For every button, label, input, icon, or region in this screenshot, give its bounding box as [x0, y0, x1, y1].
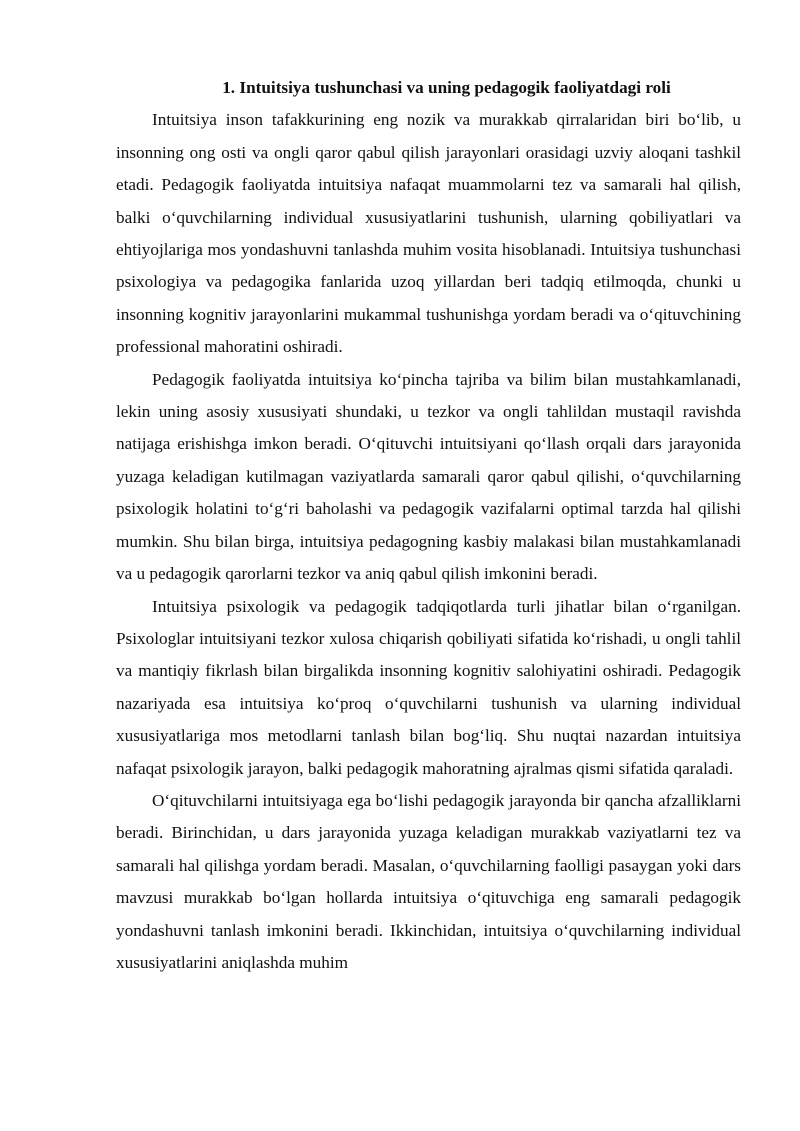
paragraph-1: Intuitsiya inson tafakkurining eng nozik va murakkab qirralaridan biri bo‘lib, u insonning ong osti va ongli qaror qabul qilish jarayonlari orasidagi uzviy aloqani tashkil etadi. Pedagogik faoliyatda intuitsiya nafaqat muammolarni tez va samarali hal qilish, balki o‘quvchilarning individual xususiyatlarini tushunish, ularning qobiliyatlari va ehtiyojlariga mos yondashuvni tanlashda muhim vosita hisoblanadi. Intuitsiya tushunchasi psixologiya va pedagogika fanlarida uzoq yillardan beri tadqiq etilmoqda, chunki u insonning kognitiv jarayonlarini mukammal tushunishga yordam beradi va o‘qituvchining professional mahoratini oshiradi.	[116, 110, 741, 357]
paragraph-2: Pedagogik faoliyatda intuitsiya ko‘pincha tajriba va bilim bilan mustahkamlanadi, lekin uning asosiy xususiyati shundaki, u tezkor va ongli tahlildan mustaqil ravishda natijaga erishishga imkon beradi. O‘qituvchi intuitsiyani qo‘llash orqali dars jarayonida yuzaga keladigan kutilmagan vaziyatlarda samarali qaror qabul qilishi, o‘quvchilarning psixologik holatini to‘g‘ri baholashi va pedagogik vazifalarni optimal tarzda hal qilishi mumkin. Shu bilan birga, intuitsiya pedagogning kasbiy malakasi bilan mustahkamlanadi va u pedagogik qarorlarni tezkor va aniq qabul qilish imkonini beradi.	[116, 369, 741, 584]
section-title: 1. Intuitsiya tushunchasi va uning pedagogik faoliyatdagi roli	[222, 78, 671, 97]
paragraph-3: Intuitsiya psixologik va pedagogik tadqiqotlarda turli jihatlar bilan o‘rganilgan. Psixologlar intuitsiyani tezkor xulosa chiqarish qobiliyati sifatida ko‘rishadi, u ongli tahlil va mantiqiy fikrlash bilan birgalikda insonning kognitiv salohiyatini oshiradi. Pedagogik nazariyada esa intuitsiya ko‘proq o‘quvchilarni tushunish va ularning individual xususiyatlariga mos metodlarni tanlash bilan bog‘liq. Shu nuqtai nazardan intuitsiya nafaqat psixologik jarayon, balki pedagogik mahoratning ajralmas qismi sifatida qaraladi.	[116, 596, 741, 778]
paragraph-4: O‘qituvchilarni intuitsiyaga ega bo‘lishi pedagogik jarayonda bir qancha afzalliklarni beradi. Birinchidan, u dars jarayonida yuzaga keladigan murakkab vaziyatlarni tez va samarali hal qilishga yordam beradi. Masalan, o‘quvchilarning faolligi pasaygan yoki dars mavzusi murakkab bo‘lgan hollarda intuitsiya o‘qituvchiga eng samarali pedagogik yondashuvni tanlash imkonini beradi. Ikkinchidan, intuitsiya o‘quvchilarning individual xususiyatlarini aniqlashda muhim	[116, 790, 741, 972]
document-page	[116, 72, 741, 979]
